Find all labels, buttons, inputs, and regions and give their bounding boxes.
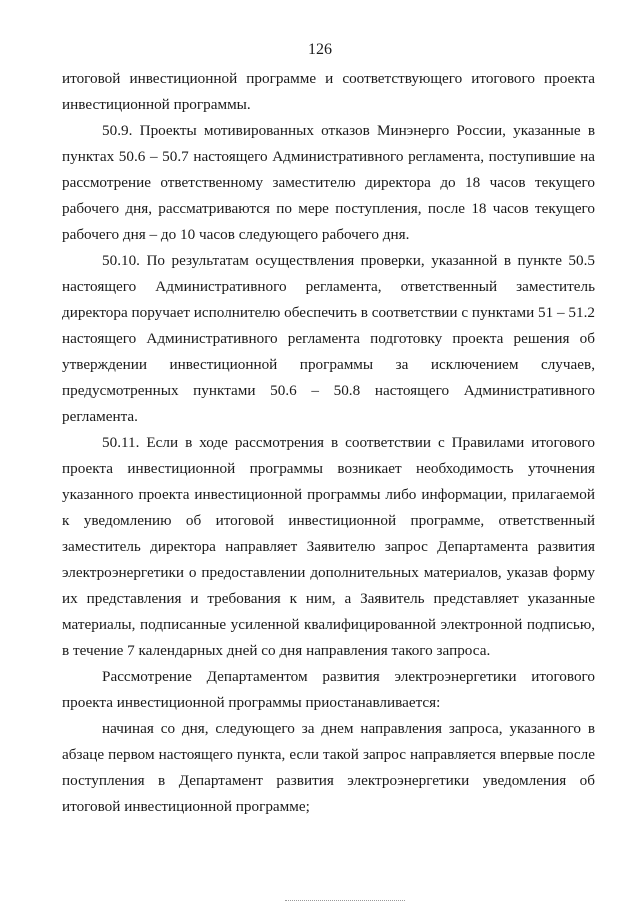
- paragraph-continuation: итоговой инвестиционной программе и соответствующего итогового проекта инвестиционной программы.: [62, 70, 595, 113]
- paragraph-suspension-intro: Рассмотрение Департаментом развития электроэнергетики итогового проекта инвестиционной программы приостанавливается:: [62, 668, 595, 711]
- paragraph-50-10: 50.10. По результатам осуществления проверки, указанной в пункте 50.5 настоящего Административного регламента, ответственный заместитель директора поручает исполнителю обеспечить в соответствии с пунктами 51 – 51.2 настоящего Административного регламента подготовку проекта решения об утверждении инвестиционной программы за исключением случаев, предусмотренных пунктами 50.6 – 50.8 настоящего Административного регламента.: [62, 252, 595, 425]
- page-number: 126: [308, 41, 332, 58]
- paragraph-suspension-first-case: начиная со дня, следующего за днем направления запроса, указанного в абзаце первом настоящего пункта, если такой запрос направляется впервые после поступления в Департамент развития электроэнергетики уведомления об итоговой инвестиционной программе;: [62, 720, 595, 815]
- paragraph-50-11: 50.11. Если в ходе рассмотрения в соответствии с Правилами итогового проекта инвестиционной программы возникает необходимость уточнения указанного проекта инвестиционной программы либо информации, прилагаемой к уведомлению об итоговой инвестиционной программе, ответственный заместитель директора направляет Заявителю запрос Департамента развития электроэнергетики о предоставлении дополнительных материалов, указав форму их представления и требования к ним, а Заявитель представляет указанные материалы, подписанные усиленной квалифицированной электронной подписью, в течение 7 календарных дней со дня направления такого запроса.: [62, 434, 595, 659]
- paragraph-50-9: 50.9. Проекты мотивированных отказов Минэнерго России, указанные в пунктах 50.6 – 50.7 настоящего Административного регламента, поступившие на рассмотрение ответственному заместителю директора до 18 часов текущего рабочего дня, рассматриваются по мере поступления, после 18 часов текущего рабочего дня – до 10 часов следующего рабочего дня.: [62, 122, 595, 243]
- bottom-scan-line: [285, 900, 405, 902]
- document-body: [62, 66, 595, 820]
